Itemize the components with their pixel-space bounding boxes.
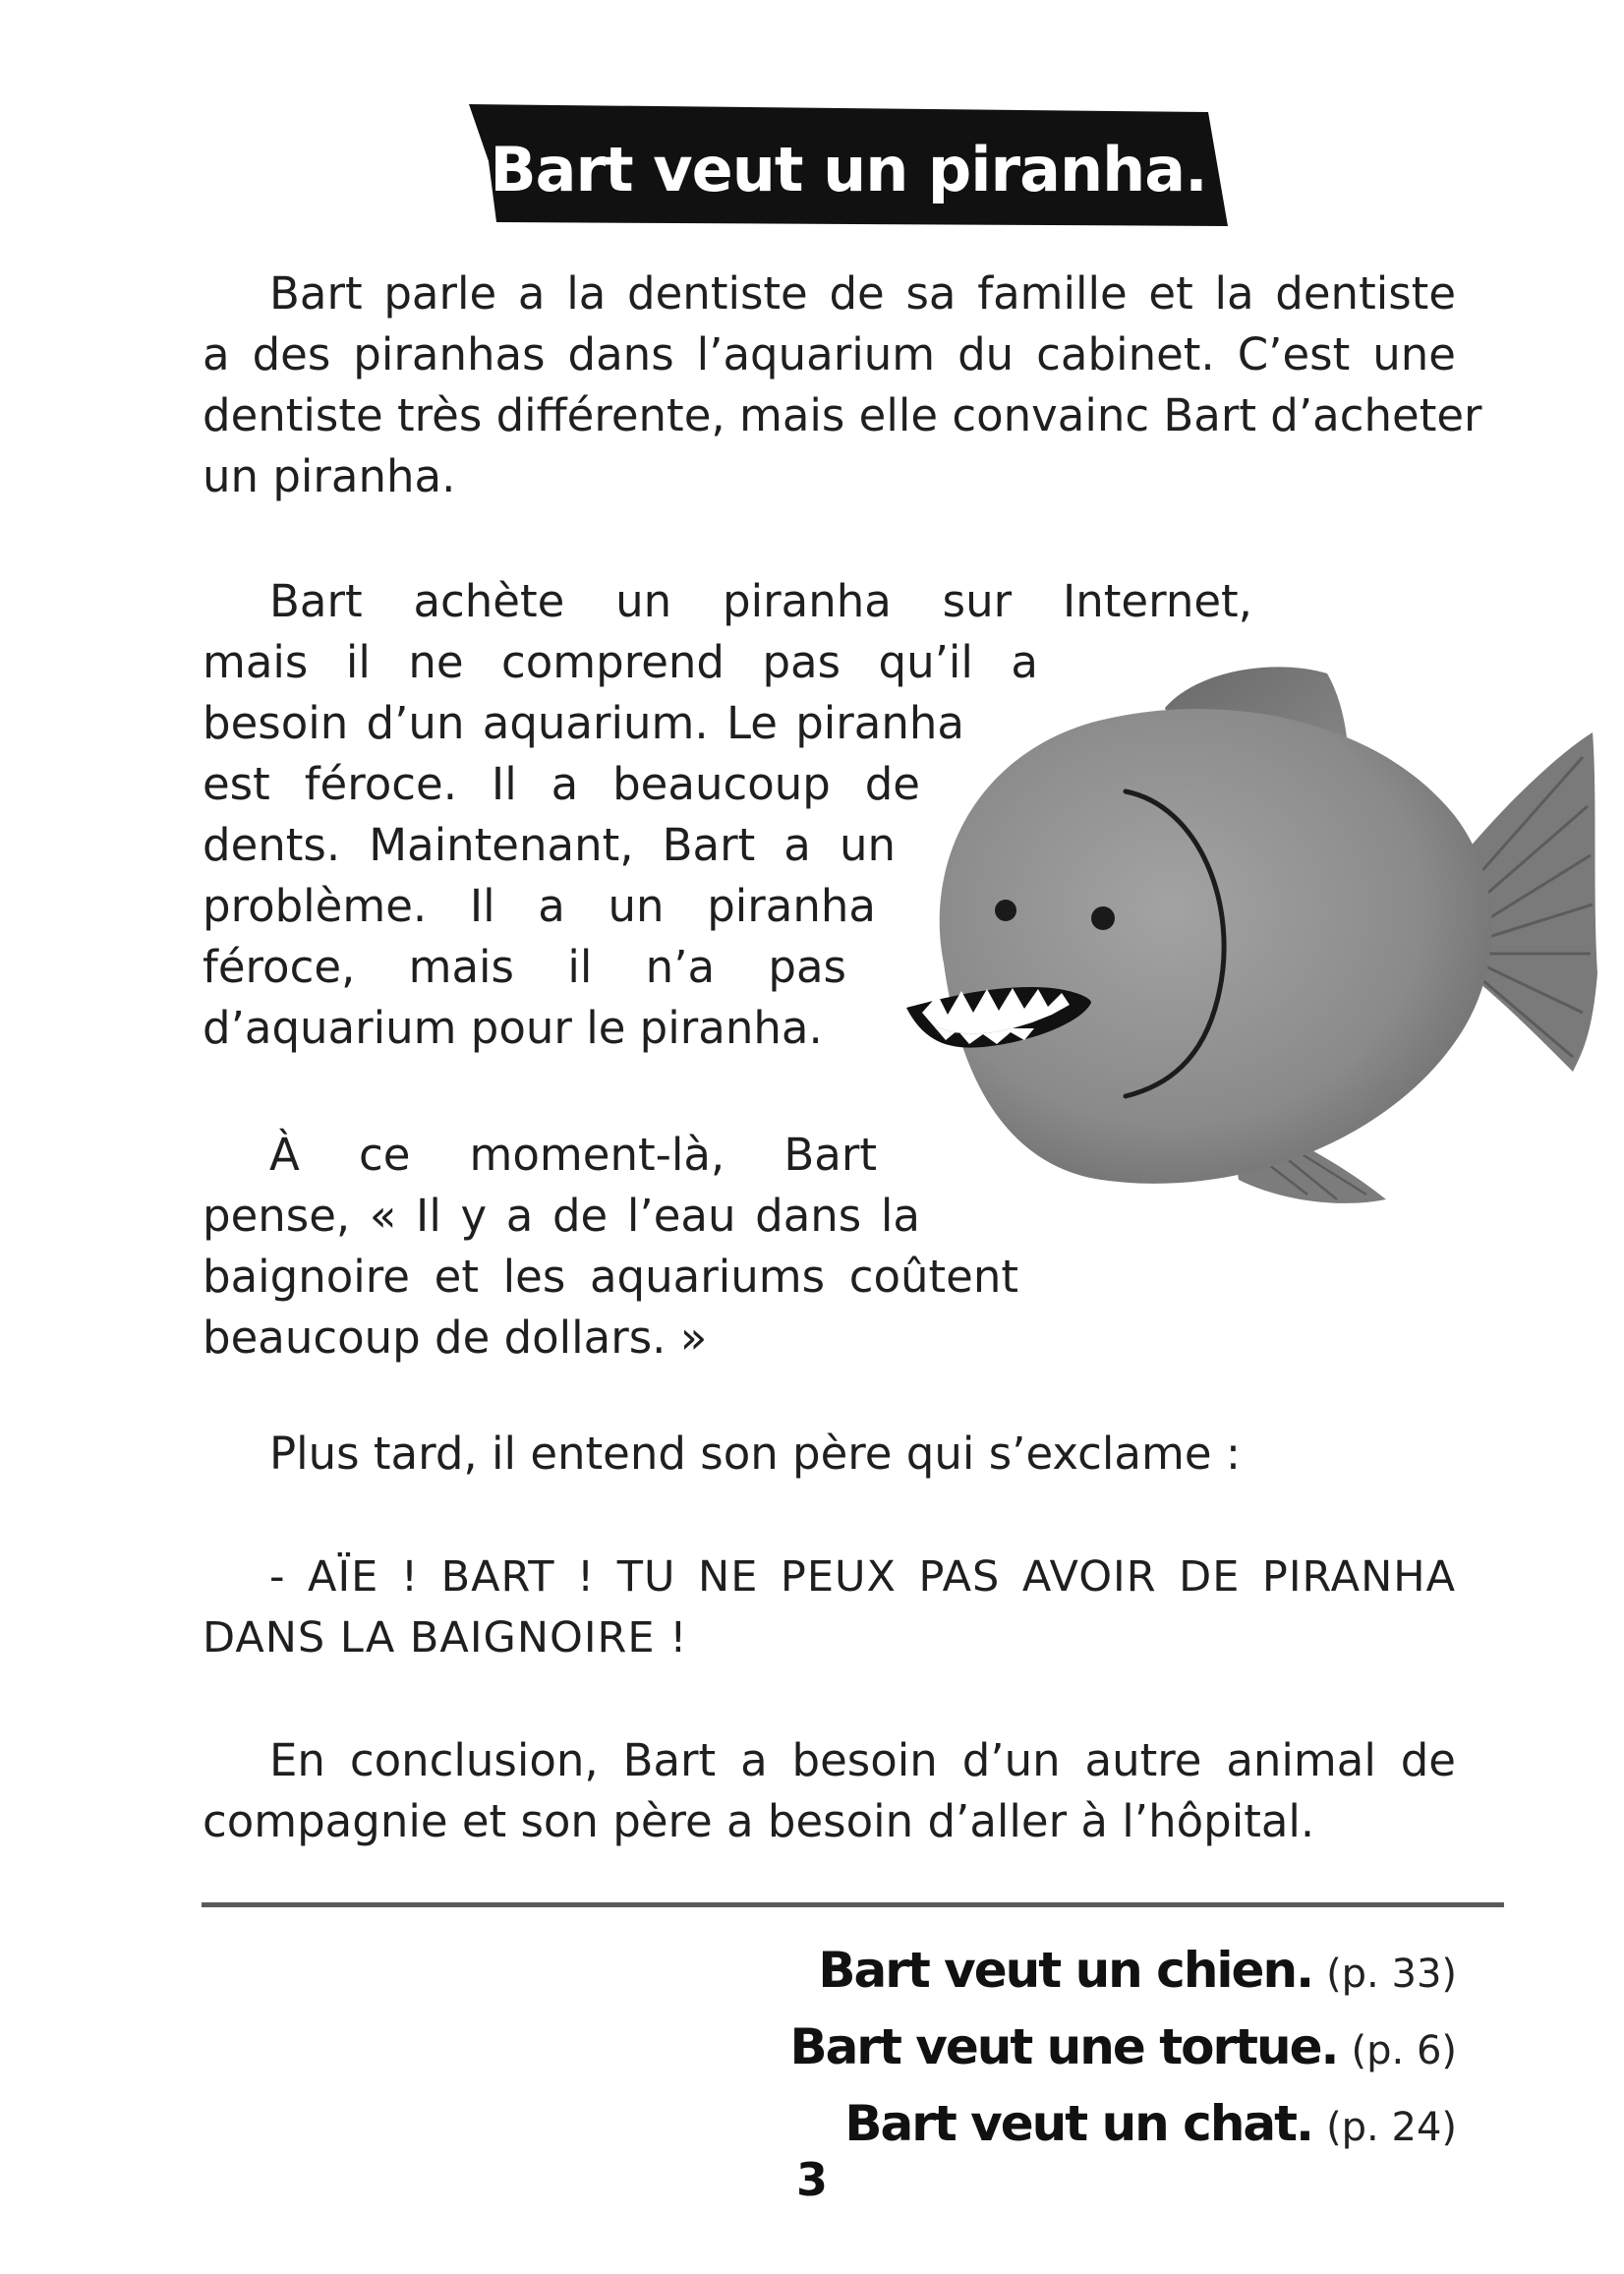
reference-page: (p. 33) — [1326, 1952, 1457, 1997]
reference-title: Bart veut un chien. — [818, 1942, 1313, 1999]
reference-item — [789, 1932, 1457, 2009]
reference-title: Bart veut un chat. — [844, 2095, 1313, 2152]
reference-title: Bart veut une tortue. — [789, 2018, 1338, 2075]
text-line: compagnie et son père a besoin d’aller à l’hôpital. — [203, 1795, 1315, 1847]
reference-item — [789, 2009, 1457, 2085]
text-line: pense, « Il y a de l’eau dans la — [203, 1190, 920, 1242]
text-line: Bart parle a la dentiste de sa famille et la dentiste — [269, 267, 1456, 320]
text-line: En conclusion, Bart a besoin d’un autre animal de — [269, 1734, 1456, 1786]
related-stories — [789, 1932, 1457, 2162]
text-line: mais il ne comprend pas qu’il a — [203, 636, 1038, 688]
left-eye — [995, 900, 1016, 921]
text-line: beaucoup de dollars. » — [203, 1312, 708, 1364]
reference-page: (p. 24) — [1326, 2105, 1457, 2150]
text-line: - AÏE ! BART ! TU NE PEUX PAS AVOIR DE PIRANHA — [269, 1552, 1456, 1602]
reference-item — [789, 2085, 1457, 2162]
page-number: 3 — [795, 2153, 828, 2206]
right-eye — [1091, 906, 1115, 930]
text-line: besoin d’un aquarium. Le piranha — [203, 697, 964, 749]
paragraph-6 — [203, 1730, 1456, 1852]
fish-body — [940, 709, 1492, 1184]
text-line: DANS LA BAIGNOIRE ! — [203, 1613, 688, 1662]
text-line: dents. Maintenant, Bart a un — [203, 819, 896, 871]
text-line: d’aquarium pour le piranha. — [203, 1002, 823, 1054]
paragraph-3 — [203, 1125, 1018, 1369]
text-line: a des piranhas dans l’aquarium du cabinet. C’est une — [203, 328, 1456, 380]
paragraph-1 — [203, 263, 1482, 507]
text-line: Bart achète un piranha sur Internet, — [269, 575, 1252, 627]
text-line: baignoire et les aquariums coûtent — [203, 1251, 1018, 1303]
piranha-illustration — [904, 649, 1612, 1258]
page-title: Bart veut un piranha. — [490, 133, 1207, 205]
reference-page: (p. 6) — [1351, 2028, 1457, 2073]
paragraph-5 — [203, 1546, 1456, 1668]
text-line: est féroce. Il a beaucoup de — [203, 758, 920, 810]
text-line: problème. Il a un piranha — [203, 880, 876, 932]
text-line: féroce, mais il n’a pas — [203, 941, 846, 993]
text-line: À ce moment-là, Bart — [269, 1129, 877, 1181]
divider — [202, 1902, 1504, 1907]
paragraph-4 — [203, 1424, 1284, 1485]
text-line: un piranha. — [203, 450, 456, 502]
title-banner — [469, 102, 1228, 230]
text-line: dentiste très différente, mais elle convainc Bart d’acheter — [203, 389, 1482, 441]
text-line: Plus tard, il entend son père qui s’exclame : — [269, 1428, 1241, 1480]
